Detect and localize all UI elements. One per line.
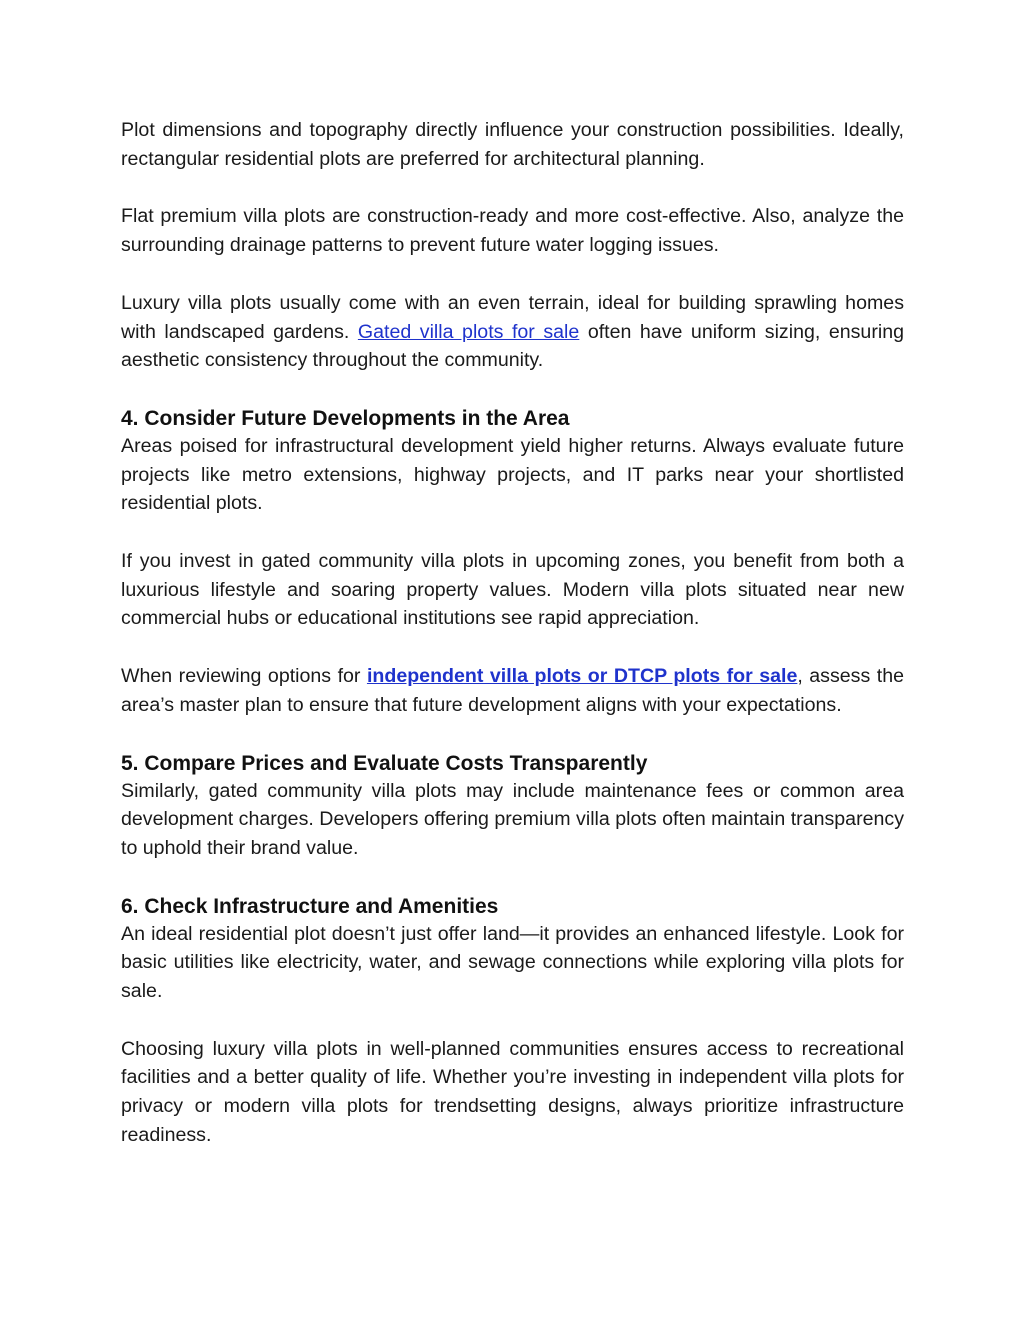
independent-villa-plots-link[interactable]: independent villa plots or DTCP plots for sale	[366, 665, 798, 688]
paragraph-plot-dimensions: Plot dimensions and topography directly influence your construction possibilities. Ideally, rectangular residential plots are preferred for architectural planning.	[121, 119, 904, 170]
paragraph-text: Luxury villa plots usually come with an even terrain, ideal for building sprawling homes with landscaped gardens.	[121, 291, 904, 343]
section-heading-future-developments: 4. Consider Future Developments in the Area	[121, 406, 570, 430]
paragraph-text: often have uniform sizing, ensuring aesthetic consistency throughout the community.	[121, 320, 904, 372]
section-heading-compare-prices: 5. Compare Prices and Evaluate Costs Transparently	[121, 751, 648, 775]
paragraph-choosing-luxury-plots: Choosing luxury villa plots in well-planned communities ensures access to recreational facilities and a better quality of life. Whether you’re investing in independent villa plots for privacy or modern villa plots for trendsetting designs, always prioritize infrastructure readiness.	[121, 1037, 904, 1146]
paragraph-ideal-residential-plot: An ideal residential plot doesn’t just offer land—it provides an enhanced lifestyle. Look for basic utilities like electricity, water, and sewage connections while exploring villa plots for sale.	[121, 922, 904, 1003]
paragraph-infrastructural-development: Areas poised for infrastructural development yield higher returns. Always evaluate future projects like metro extensions, highway projects, and IT parks near your shortlisted residential plots.	[121, 434, 904, 515]
paragraph-flat-plots: Flat premium villa plots are construction-ready and more cost-effective. Also, analyze the surrounding drainage patterns to prevent future water logging issues.	[121, 205, 904, 257]
gated-villa-plots-link[interactable]: Gated villa plots for sale	[357, 320, 580, 343]
paragraph-maintenance-fees: Similarly, gated community villa plots may include maintenance fees or common area development charges. Developers offering premium villa plots often maintain transparency to uphold their brand value.	[121, 779, 904, 859]
paragraph-gated-community-investment: If you invest in gated community villa plots in upcoming zones, you benefit from both a luxurious lifestyle and soaring property values. Modern villa plots situated near new commercial hubs or educational institutions see rapid appreciation.	[121, 550, 904, 630]
section-heading-infrastructure-amenities: 6. Check Infrastructure and Amenities	[121, 894, 499, 918]
paragraph-text: , assess the area’s master plan to ensure that future development aligns with your expectations.	[121, 665, 904, 716]
paragraph-reviewing-options	[121, 662, 904, 719]
paragraph-luxury-villa-plots	[121, 289, 904, 375]
paragraph-text: When reviewing options for	[121, 665, 367, 688]
